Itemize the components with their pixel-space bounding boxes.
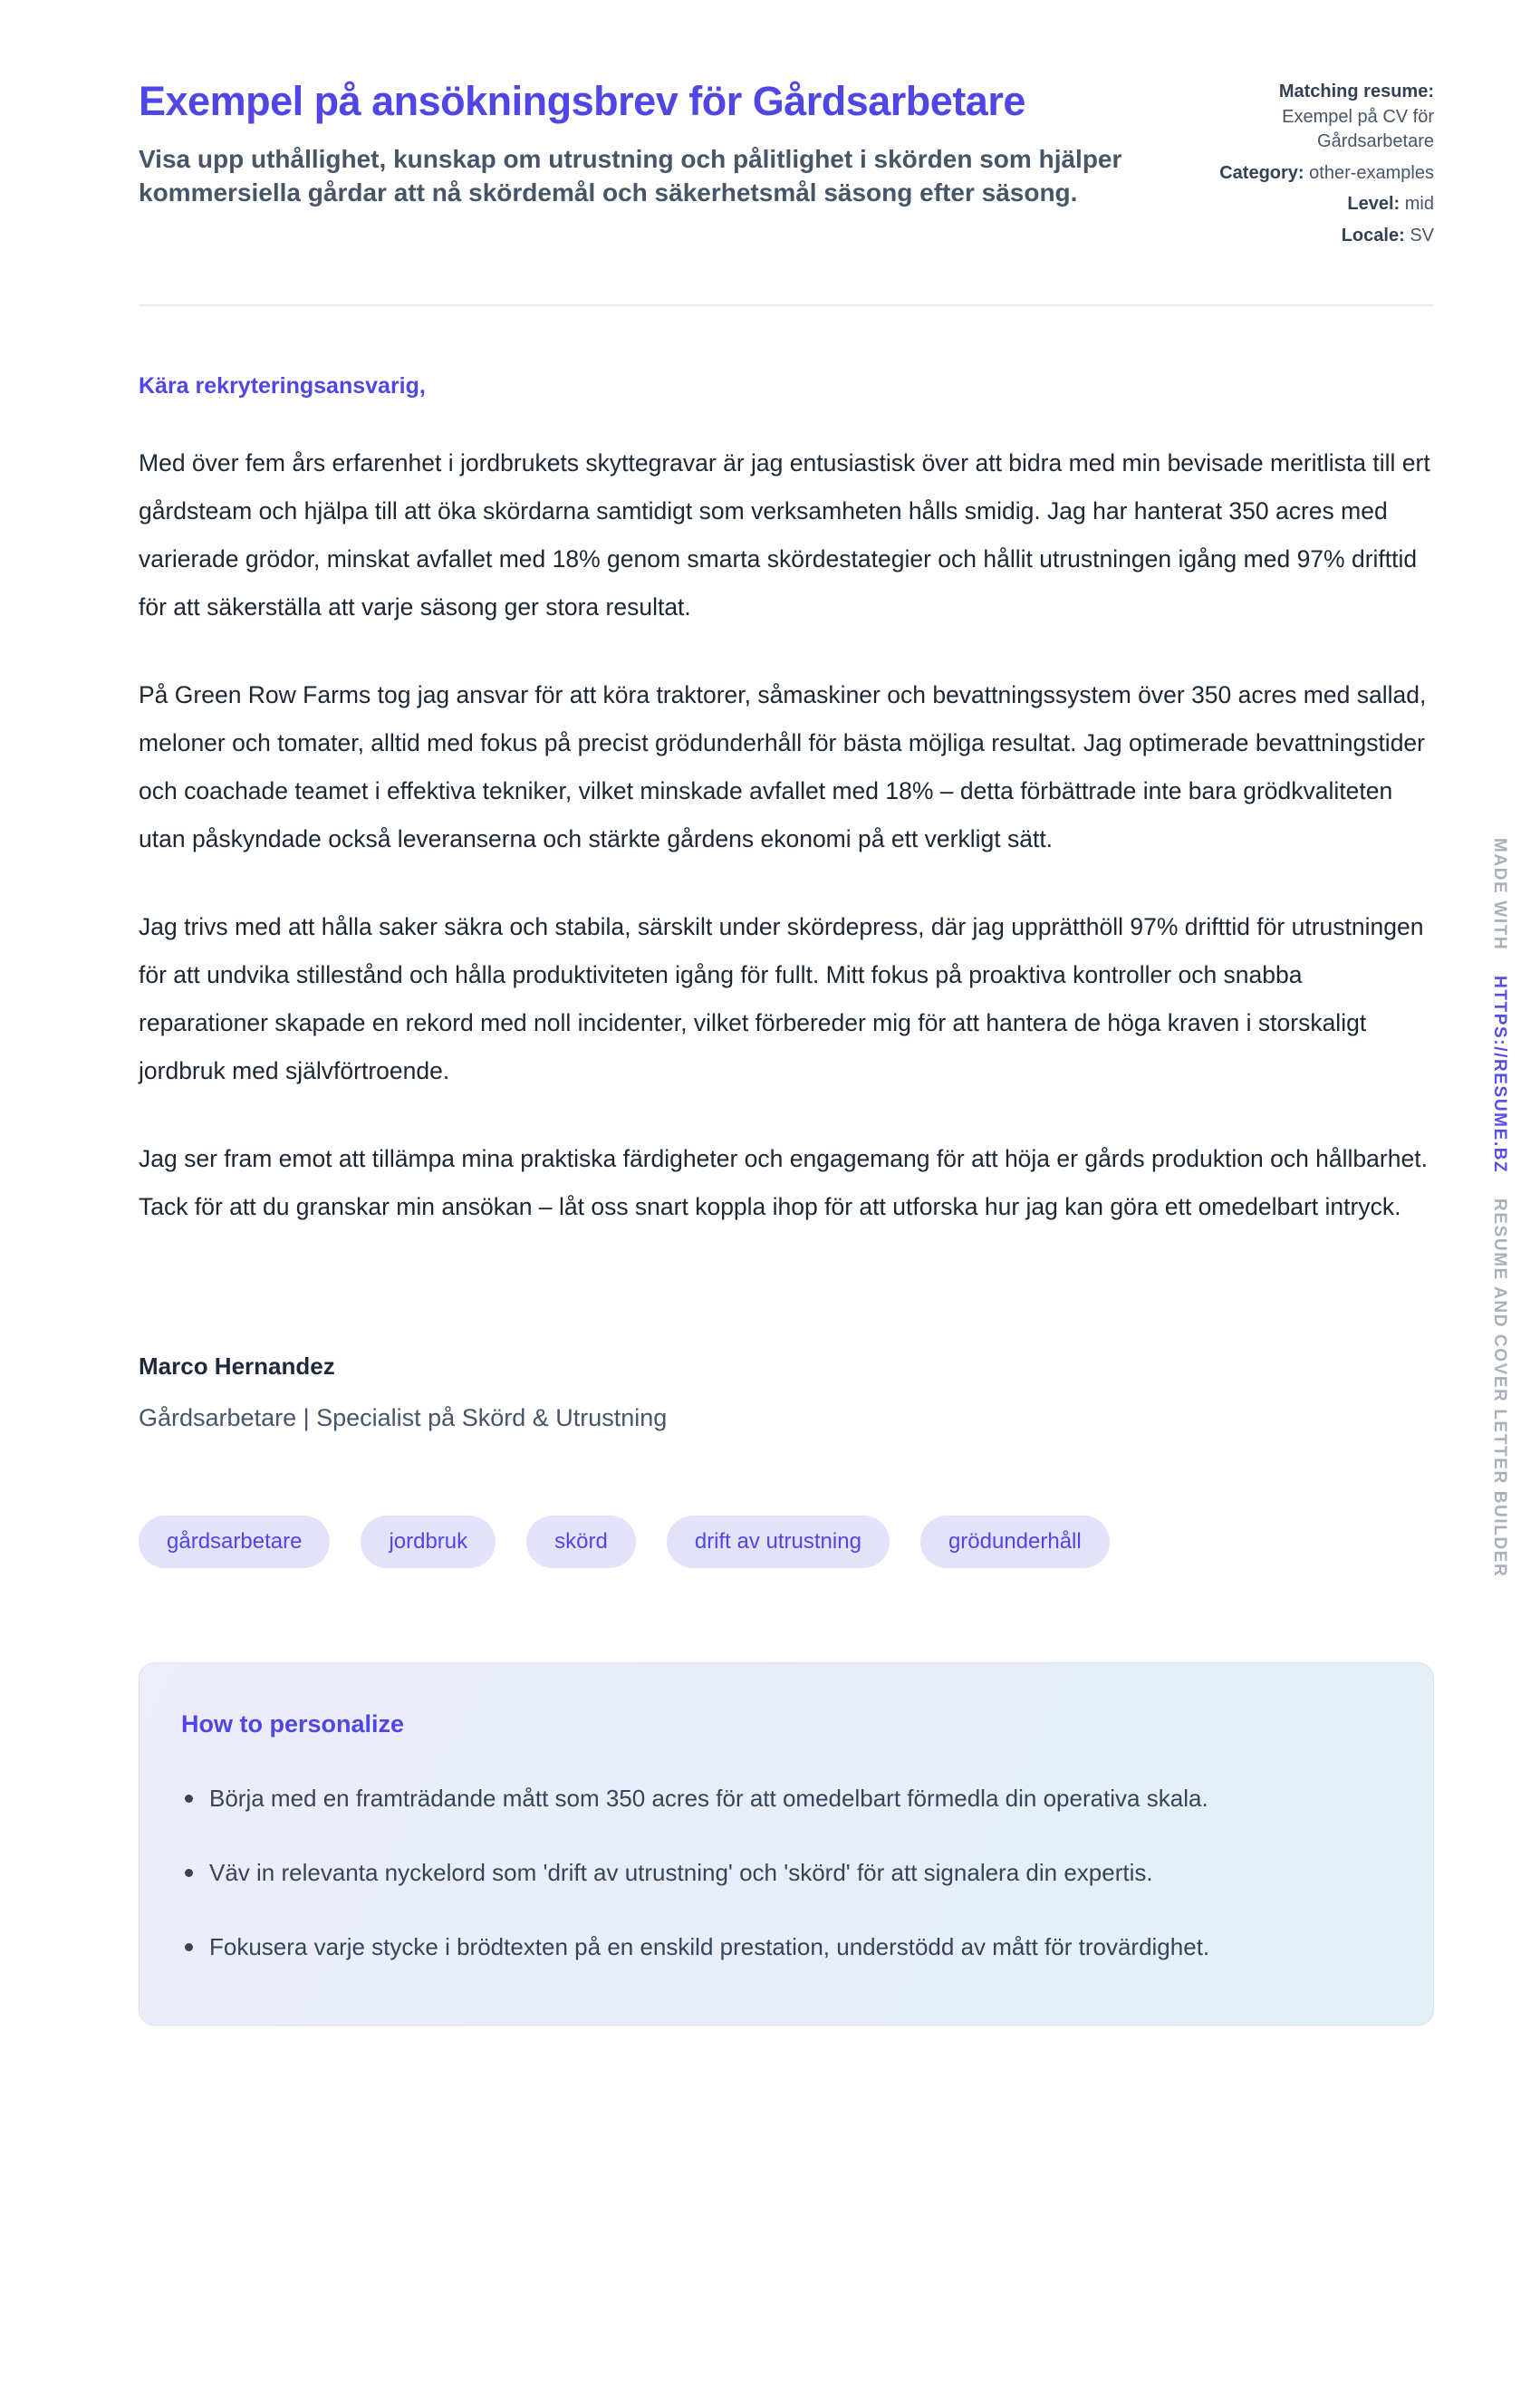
category-label: Category:: [1219, 162, 1304, 183]
locale-label: Locale:: [1341, 225, 1405, 245]
personalize-bullet-text: Börja med en framträdande mått som 350 acres för att omedelbart förmedla din operativa skala.: [209, 1784, 1208, 1812]
divider: [139, 304, 1434, 306]
personalize-list: [181, 1775, 1386, 1970]
meta-locale: [1217, 224, 1434, 249]
bullet-icon: [185, 1869, 193, 1877]
meta-level: [1217, 192, 1434, 217]
tag-pill[interactable]: drift av utrustning: [667, 1516, 890, 1568]
list-item: [181, 1775, 1341, 1822]
matching-resume-link[interactable]: Exempel på CV för Gårdsarbetare: [1282, 106, 1434, 152]
bullet-icon: [185, 1795, 193, 1803]
tag-pill[interactable]: gårdsarbetare: [139, 1516, 330, 1568]
meta-category: [1217, 161, 1434, 187]
matching-resume-label: Matching resume:: [1278, 82, 1434, 101]
locale-value: SV: [1410, 225, 1434, 245]
meta-panel: [1217, 76, 1434, 255]
page-title: Exempel på ansökningsbrev för Gårdsarbetare: [139, 78, 1025, 124]
signature-title: Gårdsarbetare | Specialist på Skörd & Utrustning: [139, 1403, 668, 1431]
tag-pill[interactable]: skörd: [526, 1516, 636, 1568]
letter-greeting: Kära rekryteringsansvarig,: [139, 372, 426, 399]
letter-paragraph-4: Jag ser fram emot att tillämpa mina praktiska färdigheter och engagemang för att höja er gårds produktion och hållbarhet. Tack för att du granskar min ansökan – låt oss snart koppla ihop för att utforska hur jag kan göra ett omedelbart intryck.: [139, 1144, 1428, 1220]
tag-pill[interactable]: jordbruk: [361, 1516, 496, 1568]
keyword-tags: [139, 1516, 1434, 1568]
header-title-block: [139, 76, 1180, 255]
personalize-bullet-text: Fokusera varje stycke i brödtexten på en enskild prestation, understödd av mått för trovärdighet.: [209, 1932, 1210, 1960]
how-to-personalize-card: [139, 1662, 1434, 2026]
watermark-made-with: MADE WITH: [1490, 838, 1509, 951]
category-value: other-examples: [1309, 162, 1434, 183]
letter-paragraph-1: Med över fem års erfarenhet i jordbrukets skyttegravar är jag entusiastisk över att bidra med min bevisade meritlista till ert gårdsteam och hjälpa till att öka skördarna samtidigt som verksamheten hålls smidig. Jag har hanterat 350 acres med varierade grödor, minskat avfallet med 18% genom smarta skördestategier och hållit utrustningen igång med 97% drifttid för att säkerställa att varje säsong ger stora resultat.: [139, 448, 1430, 621]
bullet-icon: [185, 1943, 193, 1951]
list-item: [181, 1923, 1341, 1970]
meta-matching-resume: [1217, 80, 1434, 155]
letter-paragraph-3: Jag trivs med att hålla saker säkra och stabila, särskilt under skördepress, där jag upprätthöll 97% drifttid för utrustningen för att undvika stillestånd och hålla produktiviteten igång för fullt. Mitt fokus på proaktiva kontroller och snabba reparationer skapade en rekord med noll incidenter, vilket förbereder mig för att hantera de höga kraven i storskaligt jordbruk med självförtroende.: [139, 912, 1424, 1084]
vertical-watermark: [1489, 838, 1509, 1578]
personalize-heading: How to personalize: [181, 1709, 405, 1738]
header: [139, 76, 1434, 255]
watermark-url[interactable]: HTTPS://RESUME.BZ: [1490, 976, 1509, 1174]
level-value: mid: [1404, 194, 1434, 215]
level-label: Level:: [1347, 194, 1400, 215]
personalize-bullet-text: Väv in relevanta nyckelord som 'drift av utrustning' och 'skörd' för att signalera din expertis.: [209, 1858, 1153, 1886]
cover-letter-body: [139, 373, 1434, 1432]
watermark-tagline: RESUME AND COVER LETTER BUILDER: [1490, 1198, 1509, 1578]
list-item: [181, 1849, 1341, 1896]
page-subtitle: Visa upp uthållighet, kunskap om utrustning och pålitlighet i skörden som hjälper kommersiella gårdar att nå skördemål och säkerhetsmål säsong efter säsong.: [139, 144, 1122, 207]
letter-paragraph-2: På Green Row Farms tog jag ansvar för att köra traktorer, såmaskiner och bevattningssystem över 350 acres med sallad, meloner och tomater, alltid med fokus på precist grödunderhåll för bästa möjliga resultat. Jag optimerade bevattningstider och coachade teamet i effektiva tekniker, vilket minskade avfallet med 18% – detta förbättrade inte bara grödkvaliteten utan påskyndade också leveranserna och stärkte gårdens ekonomi på ett verkligt sätt.: [139, 680, 1427, 852]
signature-name: Marco Hernandez: [139, 1352, 335, 1380]
tag-pill[interactable]: grödunderhåll: [920, 1516, 1110, 1568]
